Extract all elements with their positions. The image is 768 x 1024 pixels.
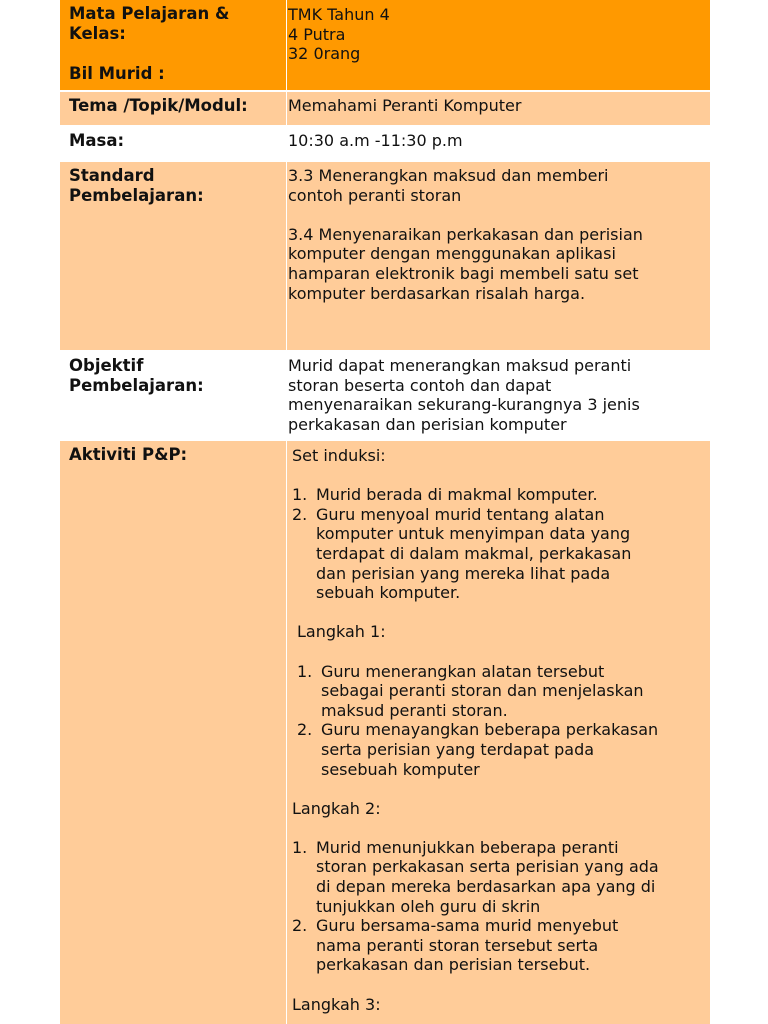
label-theme-text: Tema /Topik/Modul: bbox=[69, 96, 248, 115]
label-student-count: Bil Murid : bbox=[69, 64, 165, 83]
row-activity bbox=[60, 441, 710, 1024]
value-subject-line2: 4 Putra bbox=[288, 24, 346, 44]
standard-item2-line: hamparan elektronik bagi membeli satu set bbox=[288, 263, 639, 283]
label-time bbox=[60, 127, 286, 160]
step1-heading: Langkah 1: bbox=[297, 622, 386, 642]
list-number: 2. bbox=[292, 504, 308, 524]
label-objective bbox=[60, 352, 286, 439]
objective-line: perkakasan dan perisian komputer bbox=[288, 414, 567, 434]
value-subject bbox=[287, 0, 710, 90]
list-line: komputer untuk menyimpan data yang bbox=[316, 524, 631, 544]
label-theme bbox=[60, 92, 286, 125]
list-line: Murid berada di makmal komputer. bbox=[316, 485, 598, 505]
standard-item2-line: komputer dengan menggunakan aplikasi bbox=[288, 244, 616, 264]
list-line: sebagai peranti storan dan menjelaskan bbox=[321, 681, 644, 701]
standard-item1-line: contoh peranti storan bbox=[288, 185, 462, 205]
list-item bbox=[292, 505, 710, 603]
label-subject bbox=[60, 0, 286, 90]
list-line: Guru menyoal murid tentang alatan bbox=[316, 504, 605, 524]
step2-heading: Langkah 2: bbox=[292, 798, 381, 818]
objective-line: storan beserta contoh dan dapat bbox=[288, 375, 552, 395]
label-objective-line2: Pembelajaran: bbox=[69, 376, 204, 395]
objective-line: menyenaraikan sekurang-kurangnya 3 jenis bbox=[288, 395, 640, 415]
label-standard bbox=[60, 162, 286, 350]
value-activity bbox=[287, 441, 710, 1024]
label-standard-line1: Standard bbox=[69, 166, 155, 185]
step1-list bbox=[297, 662, 710, 780]
value-time-text: 10:30 a.m -11:30 p.m bbox=[288, 131, 463, 150]
list-line: terdapat di dalam makmal, perkakasan bbox=[316, 543, 632, 563]
label-activity-text: Aktiviti P&P: bbox=[69, 445, 188, 464]
list-line: tunjukkan oleh guru di skrin bbox=[316, 896, 541, 916]
induction-heading: Set induksi: bbox=[292, 446, 386, 465]
objective-line: Murid dapat menerangkan maksud peranti bbox=[288, 356, 632, 375]
list-item bbox=[292, 916, 710, 975]
row-subject bbox=[60, 0, 710, 90]
list-line: Guru menayangkan beberapa perkakasan bbox=[321, 720, 659, 740]
list-line: Guru bersama-sama murid menyebut bbox=[316, 916, 619, 936]
standard-item1-line: 3.3 Menerangkan maksud dan memberi bbox=[288, 166, 609, 185]
value-theme-text: Memahami Peranti Komputer bbox=[288, 96, 522, 115]
row-objective bbox=[60, 352, 710, 439]
step3-heading: Langkah 3: bbox=[292, 994, 381, 1014]
row-theme bbox=[60, 92, 710, 125]
list-number: 2. bbox=[297, 720, 313, 740]
row-standard bbox=[60, 162, 710, 350]
standard-item2-line: komputer berdasarkan risalah harga. bbox=[288, 283, 586, 303]
step1-block bbox=[292, 622, 710, 779]
value-time bbox=[287, 127, 710, 160]
list-line: perkakasan dan perisian tersebut. bbox=[316, 955, 591, 975]
list-number: 1. bbox=[292, 485, 308, 505]
label-subject-line2: Kelas: bbox=[69, 24, 126, 43]
row-time bbox=[60, 127, 710, 160]
value-objective bbox=[287, 352, 710, 439]
standard-item2-line: 3.4 Menyenaraikan perkakasan dan perisian bbox=[288, 224, 643, 244]
label-time-text: Masa: bbox=[69, 131, 125, 150]
list-item bbox=[292, 838, 710, 916]
value-theme bbox=[287, 92, 710, 125]
list-item bbox=[297, 720, 710, 779]
induction-list bbox=[292, 485, 710, 603]
list-line: dan perisian yang mereka lihat pada bbox=[316, 563, 611, 583]
list-line: di depan mereka berdasarkan apa yang di bbox=[316, 877, 656, 897]
list-item bbox=[292, 485, 710, 505]
list-line: sesebuah komputer bbox=[321, 759, 480, 779]
list-line: nama peranti storan tersebut serta bbox=[316, 935, 599, 955]
step2-list bbox=[292, 838, 710, 975]
list-number: 1. bbox=[297, 661, 313, 681]
label-objective-line1: Objektif bbox=[69, 356, 144, 375]
value-standard bbox=[287, 162, 710, 350]
value-subject-line1: TMK Tahun 4 bbox=[288, 5, 390, 24]
label-standard-line2: Pembelajaran: bbox=[69, 186, 204, 205]
list-line: sebuah komputer. bbox=[316, 583, 461, 603]
list-line: Murid menunjukkan beberapa peranti bbox=[316, 837, 619, 857]
list-number: 1. bbox=[292, 837, 308, 857]
list-line: Guru menerangkan alatan tersebut bbox=[321, 661, 605, 681]
label-activity bbox=[60, 441, 286, 1024]
list-item bbox=[297, 662, 710, 721]
list-line: serta perisian yang terdapat pada bbox=[321, 739, 595, 759]
list-line: maksud peranti storan. bbox=[321, 700, 508, 720]
value-subject-line3: 32 0rang bbox=[288, 44, 361, 64]
label-subject-line1: Mata Pelajaran & bbox=[69, 4, 230, 23]
list-number: 2. bbox=[292, 916, 308, 936]
list-line: storan perkakasan serta perisian yang ada bbox=[316, 857, 659, 877]
